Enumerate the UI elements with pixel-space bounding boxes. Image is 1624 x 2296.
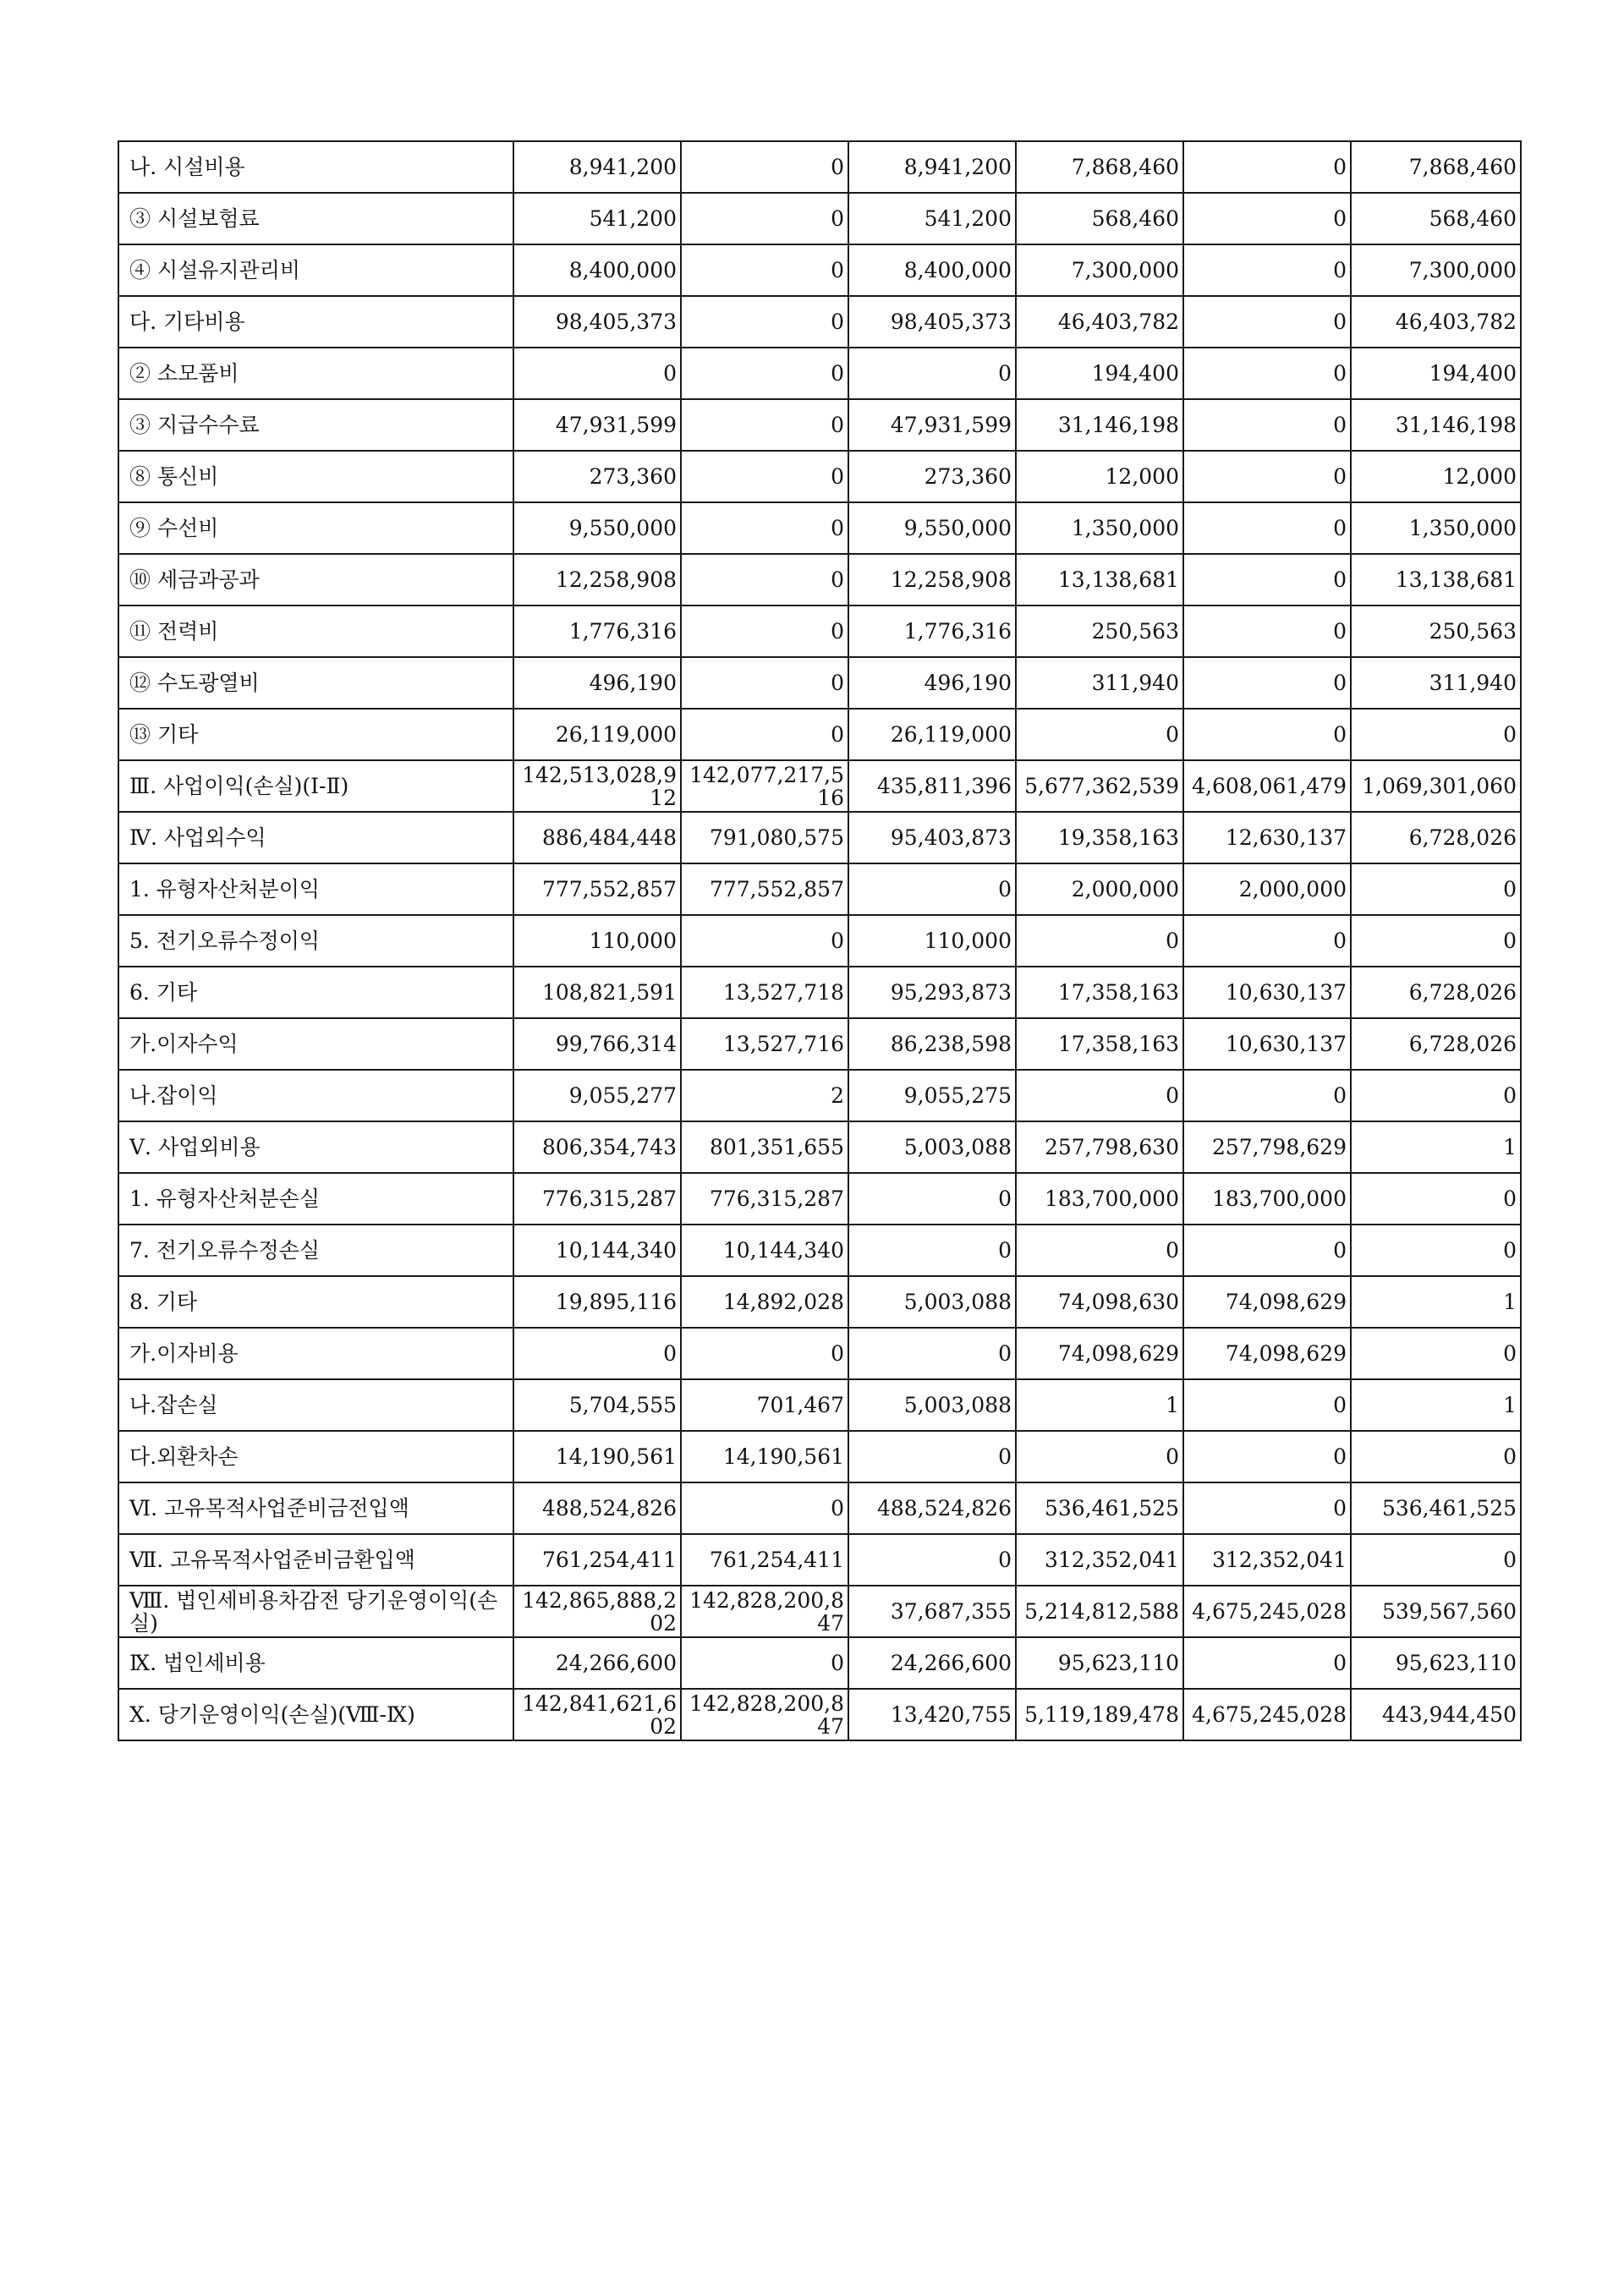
amount-cell: 488,524,826 bbox=[513, 1482, 681, 1534]
table-row bbox=[118, 1173, 1521, 1225]
amount-cell: 13,138,681 bbox=[1351, 554, 1521, 606]
amount-cell: 541,200 bbox=[513, 193, 681, 244]
amount-cell: 8,400,000 bbox=[513, 244, 681, 296]
amount-cell: 801,351,655 bbox=[681, 1121, 848, 1173]
amount-cell: 74,098,629 bbox=[1183, 1276, 1351, 1328]
amount-cell: 0 bbox=[681, 1482, 848, 1534]
amount-cell: 46,403,782 bbox=[1351, 296, 1521, 348]
amount-cell: 0 bbox=[1183, 1637, 1351, 1689]
amount-cell: 0 bbox=[1016, 1070, 1183, 1121]
amount-cell: 886,484,448 bbox=[513, 812, 681, 863]
row-label: 6. 기타 bbox=[118, 967, 513, 1018]
row-label: Ⅳ. 사업외수익 bbox=[118, 812, 513, 863]
amount-cell: 250,563 bbox=[1351, 606, 1521, 657]
amount-cell: 0 bbox=[1183, 709, 1351, 760]
row-label: 7. 전기오류수정손실 bbox=[118, 1225, 513, 1276]
row-label: 가.이자수익 bbox=[118, 1018, 513, 1070]
amount-cell: 257,798,630 bbox=[1016, 1121, 1183, 1173]
income-statement-table bbox=[118, 140, 1522, 1741]
table-row bbox=[118, 1121, 1521, 1173]
amount-cell: 6,728,026 bbox=[1351, 812, 1521, 863]
amount-cell: 443,944,450 bbox=[1351, 1689, 1521, 1740]
row-label: Ⅵ. 고유목적사업준비금전입액 bbox=[118, 1482, 513, 1534]
row-label: ⑫ 수도광열비 bbox=[118, 657, 513, 709]
amount-cell: 46,403,782 bbox=[1016, 296, 1183, 348]
amount-cell: 14,892,028 bbox=[681, 1276, 848, 1328]
amount-cell: 1,776,316 bbox=[513, 606, 681, 657]
amount-cell: 8,400,000 bbox=[848, 244, 1016, 296]
amount-cell: 777,552,857 bbox=[681, 863, 848, 915]
row-label: 1. 유형자산처분이익 bbox=[118, 863, 513, 915]
amount-cell: 496,190 bbox=[848, 657, 1016, 709]
amount-cell: 9,550,000 bbox=[848, 502, 1016, 554]
amount-cell: 0 bbox=[681, 399, 848, 451]
amount-cell: 1,350,000 bbox=[1351, 502, 1521, 554]
amount-cell: 0 bbox=[681, 1637, 848, 1689]
amount-cell: 250,563 bbox=[1016, 606, 1183, 657]
amount-cell: 17,358,163 bbox=[1016, 1018, 1183, 1070]
table-row bbox=[118, 812, 1521, 863]
amount-cell: 0 bbox=[1183, 1070, 1351, 1121]
amount-cell: 95,623,110 bbox=[1351, 1637, 1521, 1689]
amount-cell: 142,513,028,912 bbox=[513, 760, 681, 812]
amount-cell: 12,000 bbox=[1016, 451, 1183, 502]
amount-cell: 0 bbox=[1183, 296, 1351, 348]
amount-cell: 0 bbox=[1351, 1534, 1521, 1586]
amount-cell: 0 bbox=[1183, 1431, 1351, 1482]
amount-cell: 312,352,041 bbox=[1183, 1534, 1351, 1586]
amount-cell: 142,841,621,602 bbox=[513, 1689, 681, 1740]
table-row bbox=[118, 863, 1521, 915]
table-row bbox=[118, 1328, 1521, 1379]
table-row bbox=[118, 399, 1521, 451]
amount-cell: 7,300,000 bbox=[1351, 244, 1521, 296]
amount-cell: 806,354,743 bbox=[513, 1121, 681, 1173]
amount-cell: 142,828,200,847 bbox=[681, 1586, 848, 1637]
amount-cell: 142,077,217,516 bbox=[681, 760, 848, 812]
amount-cell: 0 bbox=[681, 244, 848, 296]
row-label: ⑩ 세금과공과 bbox=[118, 554, 513, 606]
amount-cell: 0 bbox=[681, 915, 848, 967]
amount-cell: 0 bbox=[681, 502, 848, 554]
amount-cell: 0 bbox=[681, 657, 848, 709]
amount-cell: 0 bbox=[1351, 709, 1521, 760]
row-label: 1. 유형자산처분손실 bbox=[118, 1173, 513, 1225]
statement-body bbox=[118, 141, 1521, 1740]
amount-cell: 0 bbox=[513, 1328, 681, 1379]
amount-cell: 9,055,277 bbox=[513, 1070, 681, 1121]
amount-cell: 9,055,275 bbox=[848, 1070, 1016, 1121]
amount-cell: 0 bbox=[1351, 1225, 1521, 1276]
amount-cell: 24,266,600 bbox=[848, 1637, 1016, 1689]
amount-cell: 183,700,000 bbox=[1016, 1173, 1183, 1225]
amount-cell: 0 bbox=[1183, 502, 1351, 554]
amount-cell: 142,828,200,847 bbox=[681, 1689, 848, 1740]
amount-cell: 74,098,629 bbox=[1016, 1328, 1183, 1379]
amount-cell: 0 bbox=[1016, 1225, 1183, 1276]
table-row bbox=[118, 1482, 1521, 1534]
amount-cell: 0 bbox=[1351, 1328, 1521, 1379]
row-label: 5. 전기오류수정이익 bbox=[118, 915, 513, 967]
amount-cell: 5,119,189,478 bbox=[1016, 1689, 1183, 1740]
amount-cell: 12,630,137 bbox=[1183, 812, 1351, 863]
amount-cell: 0 bbox=[1183, 451, 1351, 502]
amount-cell: 0 bbox=[848, 1328, 1016, 1379]
table-row bbox=[118, 451, 1521, 502]
amount-cell: 2,000,000 bbox=[1183, 863, 1351, 915]
table-row bbox=[118, 915, 1521, 967]
table-row bbox=[118, 967, 1521, 1018]
row-label: 나.잡손실 bbox=[118, 1379, 513, 1431]
row-label: Ⅶ. 고유목적사업준비금환입액 bbox=[118, 1534, 513, 1586]
table-row bbox=[118, 760, 1521, 812]
amount-cell: 99,766,314 bbox=[513, 1018, 681, 1070]
amount-cell: 98,405,373 bbox=[513, 296, 681, 348]
amount-cell: 0 bbox=[1183, 141, 1351, 193]
amount-cell: 142,865,888,202 bbox=[513, 1586, 681, 1637]
table-row bbox=[118, 1225, 1521, 1276]
amount-cell: 0 bbox=[1183, 915, 1351, 967]
amount-cell: 10,144,340 bbox=[681, 1225, 848, 1276]
table-row bbox=[118, 348, 1521, 399]
amount-cell: 568,460 bbox=[1016, 193, 1183, 244]
amount-cell: 776,315,287 bbox=[681, 1173, 848, 1225]
amount-cell: 183,700,000 bbox=[1183, 1173, 1351, 1225]
amount-cell: 0 bbox=[1351, 863, 1521, 915]
amount-cell: 0 bbox=[513, 348, 681, 399]
amount-cell: 4,675,245,028 bbox=[1183, 1586, 1351, 1637]
amount-cell: 5,677,362,539 bbox=[1016, 760, 1183, 812]
amount-cell: 95,623,110 bbox=[1016, 1637, 1183, 1689]
amount-cell: 0 bbox=[848, 1225, 1016, 1276]
amount-cell: 5,003,088 bbox=[848, 1379, 1016, 1431]
amount-cell: 17,358,163 bbox=[1016, 967, 1183, 1018]
row-label: ⑧ 통신비 bbox=[118, 451, 513, 502]
amount-cell: 74,098,630 bbox=[1016, 1276, 1183, 1328]
amount-cell: 0 bbox=[681, 193, 848, 244]
amount-cell: 311,940 bbox=[1016, 657, 1183, 709]
amount-cell: 1 bbox=[1351, 1121, 1521, 1173]
row-label: 8. 기타 bbox=[118, 1276, 513, 1328]
amount-cell: 496,190 bbox=[513, 657, 681, 709]
amount-cell: 0 bbox=[1351, 915, 1521, 967]
amount-cell: 0 bbox=[681, 141, 848, 193]
row-label: ⑬ 기타 bbox=[118, 709, 513, 760]
amount-cell: 31,146,198 bbox=[1351, 399, 1521, 451]
amount-cell: 14,190,561 bbox=[681, 1431, 848, 1482]
amount-cell: 312,352,041 bbox=[1016, 1534, 1183, 1586]
amount-cell: 13,138,681 bbox=[1016, 554, 1183, 606]
amount-cell: 37,687,355 bbox=[848, 1586, 1016, 1637]
amount-cell: 95,293,873 bbox=[848, 967, 1016, 1018]
amount-cell: 568,460 bbox=[1351, 193, 1521, 244]
amount-cell: 0 bbox=[1183, 1482, 1351, 1534]
amount-cell: 0 bbox=[848, 863, 1016, 915]
row-label: Ⅲ. 사업이익(손실)(Ⅰ-Ⅱ) bbox=[118, 760, 513, 812]
table-row bbox=[118, 606, 1521, 657]
amount-cell: 0 bbox=[1351, 1070, 1521, 1121]
amount-cell: 0 bbox=[1016, 709, 1183, 760]
amount-cell: 8,941,200 bbox=[848, 141, 1016, 193]
amount-cell: 0 bbox=[681, 451, 848, 502]
amount-cell: 108,821,591 bbox=[513, 967, 681, 1018]
amount-cell: 6,728,026 bbox=[1351, 967, 1521, 1018]
table-row bbox=[118, 193, 1521, 244]
amount-cell: 0 bbox=[1016, 1431, 1183, 1482]
amount-cell: 24,266,600 bbox=[513, 1637, 681, 1689]
amount-cell: 1,776,316 bbox=[848, 606, 1016, 657]
amount-cell: 19,358,163 bbox=[1016, 812, 1183, 863]
amount-cell: 110,000 bbox=[513, 915, 681, 967]
amount-cell: 19,895,116 bbox=[513, 1276, 681, 1328]
row-label: ③ 시설보험료 bbox=[118, 193, 513, 244]
amount-cell: 98,405,373 bbox=[848, 296, 1016, 348]
amount-cell: 0 bbox=[1183, 348, 1351, 399]
table-row bbox=[118, 502, 1521, 554]
amount-cell: 12,258,908 bbox=[513, 554, 681, 606]
amount-cell: 273,360 bbox=[513, 451, 681, 502]
amount-cell: 26,119,000 bbox=[513, 709, 681, 760]
row-label: 나.잡이익 bbox=[118, 1070, 513, 1121]
amount-cell: 0 bbox=[1183, 1379, 1351, 1431]
amount-cell: 0 bbox=[1016, 915, 1183, 967]
amount-cell: 0 bbox=[681, 554, 848, 606]
table-row bbox=[118, 657, 1521, 709]
amount-cell: 0 bbox=[681, 606, 848, 657]
table-row bbox=[118, 296, 1521, 348]
amount-cell: 95,403,873 bbox=[848, 812, 1016, 863]
amount-cell: 7,868,460 bbox=[1351, 141, 1521, 193]
amount-cell: 761,254,411 bbox=[513, 1534, 681, 1586]
amount-cell: 0 bbox=[1183, 657, 1351, 709]
row-label: Ⅸ. 법인세비용 bbox=[118, 1637, 513, 1689]
amount-cell: 776,315,287 bbox=[513, 1173, 681, 1225]
amount-cell: 86,238,598 bbox=[848, 1018, 1016, 1070]
amount-cell: 0 bbox=[1183, 399, 1351, 451]
amount-cell: 14,190,561 bbox=[513, 1431, 681, 1482]
table-row bbox=[118, 1534, 1521, 1586]
amount-cell: 311,940 bbox=[1351, 657, 1521, 709]
table-row bbox=[118, 1276, 1521, 1328]
amount-cell: 7,300,000 bbox=[1016, 244, 1183, 296]
row-label: 다.외환차손 bbox=[118, 1431, 513, 1482]
row-label: Ⅷ. 법인세비용차감전 당기운영이익(손실) bbox=[118, 1586, 513, 1637]
amount-cell: 5,704,555 bbox=[513, 1379, 681, 1431]
table-row bbox=[118, 244, 1521, 296]
amount-cell: 539,567,560 bbox=[1351, 1586, 1521, 1637]
amount-cell: 541,200 bbox=[848, 193, 1016, 244]
amount-cell: 0 bbox=[848, 1173, 1016, 1225]
amount-cell: 4,675,245,028 bbox=[1183, 1689, 1351, 1740]
amount-cell: 31,146,198 bbox=[1016, 399, 1183, 451]
amount-cell: 13,527,716 bbox=[681, 1018, 848, 1070]
amount-cell: 110,000 bbox=[848, 915, 1016, 967]
amount-cell: 5,003,088 bbox=[848, 1121, 1016, 1173]
amount-cell: 0 bbox=[848, 1534, 1016, 1586]
amount-cell: 701,467 bbox=[681, 1379, 848, 1431]
table-row bbox=[118, 1070, 1521, 1121]
table-row bbox=[118, 1689, 1521, 1740]
amount-cell: 1 bbox=[1351, 1379, 1521, 1431]
amount-cell: 1 bbox=[1016, 1379, 1183, 1431]
amount-cell: 0 bbox=[681, 296, 848, 348]
amount-cell: 8,941,200 bbox=[513, 141, 681, 193]
amount-cell: 5,214,812,588 bbox=[1016, 1586, 1183, 1637]
amount-cell: 26,119,000 bbox=[848, 709, 1016, 760]
table-row bbox=[118, 1637, 1521, 1689]
amount-cell: 0 bbox=[1183, 1225, 1351, 1276]
amount-cell: 13,420,755 bbox=[848, 1689, 1016, 1740]
amount-cell: 1,350,000 bbox=[1016, 502, 1183, 554]
amount-cell: 0 bbox=[1183, 193, 1351, 244]
amount-cell: 435,811,396 bbox=[848, 760, 1016, 812]
amount-cell: 536,461,525 bbox=[1351, 1482, 1521, 1534]
amount-cell: 4,608,061,479 bbox=[1183, 760, 1351, 812]
amount-cell: 7,868,460 bbox=[1016, 141, 1183, 193]
amount-cell: 777,552,857 bbox=[513, 863, 681, 915]
amount-cell: 10,630,137 bbox=[1183, 967, 1351, 1018]
amount-cell: 0 bbox=[848, 348, 1016, 399]
amount-cell: 273,360 bbox=[848, 451, 1016, 502]
amount-cell: 9,550,000 bbox=[513, 502, 681, 554]
amount-cell: 791,080,575 bbox=[681, 812, 848, 863]
row-label: 다. 기타비용 bbox=[118, 296, 513, 348]
amount-cell: 536,461,525 bbox=[1016, 1482, 1183, 1534]
amount-cell: 1,069,301,060 bbox=[1351, 760, 1521, 812]
amount-cell: 10,144,340 bbox=[513, 1225, 681, 1276]
amount-cell: 13,527,718 bbox=[681, 967, 848, 1018]
table-row bbox=[118, 1431, 1521, 1482]
row-label: ⑪ 전력비 bbox=[118, 606, 513, 657]
amount-cell: 74,098,629 bbox=[1183, 1328, 1351, 1379]
row-label: ⑨ 수선비 bbox=[118, 502, 513, 554]
amount-cell: 0 bbox=[1183, 606, 1351, 657]
row-label: Ⅴ. 사업외비용 bbox=[118, 1121, 513, 1173]
row-label: ② 소모품비 bbox=[118, 348, 513, 399]
row-label: ③ 지급수수료 bbox=[118, 399, 513, 451]
table-row bbox=[118, 1018, 1521, 1070]
row-label: ④ 시설유지관리비 bbox=[118, 244, 513, 296]
row-label: 가.이자비용 bbox=[118, 1328, 513, 1379]
table-row bbox=[118, 1586, 1521, 1637]
amount-cell: 761,254,411 bbox=[681, 1534, 848, 1586]
amount-cell: 12,258,908 bbox=[848, 554, 1016, 606]
amount-cell: 0 bbox=[1351, 1173, 1521, 1225]
amount-cell: 0 bbox=[681, 348, 848, 399]
amount-cell: 6,728,026 bbox=[1351, 1018, 1521, 1070]
amount-cell: 5,003,088 bbox=[848, 1276, 1016, 1328]
amount-cell: 47,931,599 bbox=[513, 399, 681, 451]
table-row bbox=[118, 141, 1521, 193]
table-row bbox=[118, 1379, 1521, 1431]
row-label: 나. 시설비용 bbox=[118, 141, 513, 193]
row-label: Ⅹ. 당기운영이익(손실)(Ⅷ-Ⅸ) bbox=[118, 1689, 513, 1740]
amount-cell: 1 bbox=[1351, 1276, 1521, 1328]
amount-cell: 194,400 bbox=[1016, 348, 1183, 399]
amount-cell: 194,400 bbox=[1351, 348, 1521, 399]
amount-cell: 12,000 bbox=[1351, 451, 1521, 502]
amount-cell: 488,524,826 bbox=[848, 1482, 1016, 1534]
amount-cell: 2 bbox=[681, 1070, 848, 1121]
amount-cell: 0 bbox=[681, 709, 848, 760]
amount-cell: 47,931,599 bbox=[848, 399, 1016, 451]
amount-cell: 0 bbox=[848, 1431, 1016, 1482]
table-row bbox=[118, 709, 1521, 760]
table-row bbox=[118, 554, 1521, 606]
amount-cell: 0 bbox=[681, 1328, 848, 1379]
amount-cell: 0 bbox=[1183, 554, 1351, 606]
amount-cell: 0 bbox=[1351, 1431, 1521, 1482]
amount-cell: 10,630,137 bbox=[1183, 1018, 1351, 1070]
amount-cell: 2,000,000 bbox=[1016, 863, 1183, 915]
amount-cell: 257,798,629 bbox=[1183, 1121, 1351, 1173]
amount-cell: 0 bbox=[1183, 244, 1351, 296]
